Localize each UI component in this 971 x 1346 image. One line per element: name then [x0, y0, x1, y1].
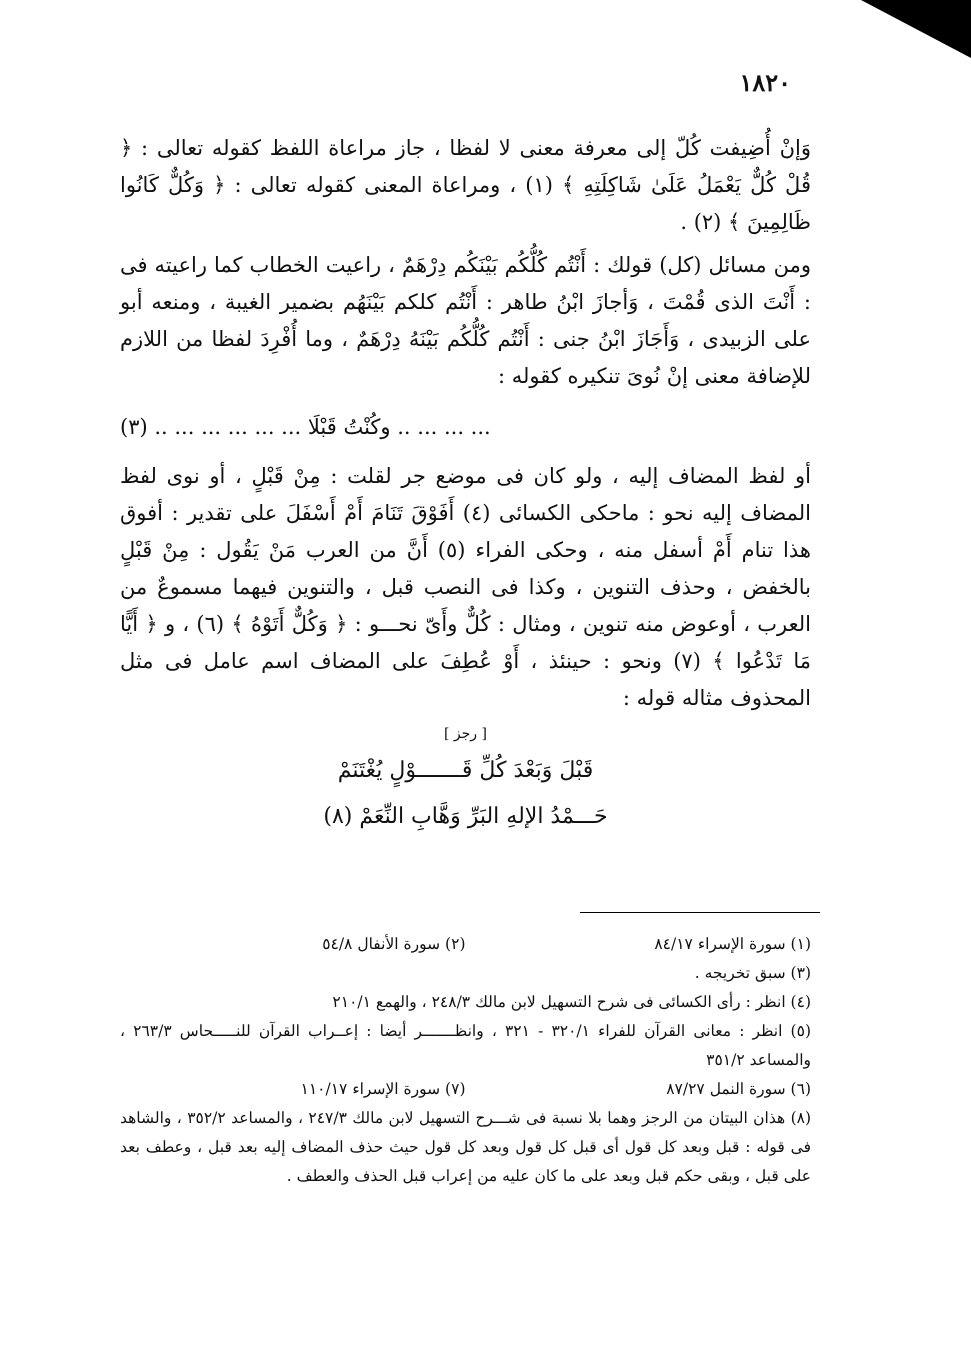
footnote-divider — [580, 912, 820, 913]
verse-line-1: قَبْلَ وَبَعْدَ كُلِّ قَـــــــوْلٍ يُغْتَنَمْ — [337, 758, 594, 783]
paragraph-3: أو لفظ المضاف إليه ، ولو كان فى موضع جر لقلت : مِنْ قَبْلٍ ، أو نوى لفظ المضاف إليه نحو : ماحكى الكسائى (٤) أَفَوْقَ تَنَامَ أَمْ أَسْفَلَ على تقدير : أفوق هذا تنام أَمْ أسفل منه ، وحكى الفراء (٥) أَنَّ من العرب مَنْ يَقُول : مِنْ قَبْلٍ بالخفض ، وحذف التنوين ، وكذا فى النصب قبل ، والتنوين فيهما مسموعٌ من العرب ، أوعوض منه تنوين ، ومثال : كُلٌّ وأَىّ نحـــو : ﴿ وَكُلٌّ أَتَوْهُ ﴾ (٦) ، و ﴿ أَيًّا مَا تَدْعُوا ﴾ (٧) ونحو : حينئذ ، أَوْ عُطِفَ على المضاف اسم عامل فى مثل المحذوف مثاله قوله : — [120, 464, 811, 710]
meter-label: [ رجز ] — [444, 726, 487, 742]
paragraph-1: وَإنْ أُضِيفت كُلّ إلى معرفة معنى لا لفظا ، جاز مراعاة اللفظ كقوله تعالى : ﴿ قُلْ كُلٌّ يَعْمَلُ عَلَىٰ شَاكِلَتِهِ ﴾ (١) ، ومراعاة المعنى كقوله تعالى : ﴿ وَكُلٌّ كَانُوا ظَالِمِينَ ﴾ (٢) . — [120, 136, 811, 234]
footnote-8: (٨) هذان البيتان من الرجز وهما بلا نسبة فى شـــرح التسهيل لابن مالك ٢٤٧/٣ ، والمساعد ٣٥٢/٢ ، والشاهد فى قوله : قبل وبعد كل قول أى قبل كل قول وبعد كل قول حيث حذف المضاف إليه بعد قبل ، وعطف بعد على قبل ، وبقى حكم قبل وبعد على ما كان عليه من إعراب قبل الحذف والعطف . — [120, 1109, 812, 1185]
page-number: ١٨٢٠ — [739, 68, 791, 97]
footnote-2: (٢) سورة الأنفال ٥٤/٨ — [322, 935, 466, 953]
footnote-1: (١) سورة الإسراء ٨٤/١٧ — [654, 935, 811, 953]
footnote-4: (٤) انظر : رأى الكسائى فى شرح التسهيل لابن مالك ٢٤٨/٣ ، والهمع ٢١٠/١ — [332, 993, 811, 1011]
footnote-6: (٦) سورة النمل ٨٧/٢٧ — [666, 1080, 811, 1098]
main-text — [120, 130, 811, 843]
poetry-fragment: ... ... ... .. وكُنْتُ قَبْلَا ... ... ... ... ... .. (٣) — [120, 415, 491, 439]
footnote-5: (٥) انظر : معانى القرآن للفراء ٣٢٠/١ - ٣٢١ ، وانظـــــــر أيضا : إعــراب القرآن للنـــــحاس ٢٦٣/٣ ، والمساعد ٣٥١/٢ — [120, 1022, 811, 1069]
verse-line-2: حَـــمْدُ الإلهِ البَرِّ وَهَّابِ النِّعَمْ (٨) — [323, 804, 608, 829]
page-corner-mark — [861, 0, 971, 58]
footnote-7: (٧) سورة الإسراء ١١٠/١٧ — [300, 1080, 466, 1098]
footnote-3: (٣) سبق تخريجه . — [694, 964, 811, 982]
paragraph-2: ومن مسائل (كل) قولك : أَنْتُم كُلُّكُم بَيْنَكُم دِرْهَمٌ ، راعيت الخطاب كما راعيته فى : أَنْتَ الذى قُمْتَ ، وَأجازَ ابْنُ طاهر : أَنْتُم كلكم بَيْنَهُم بضمير الغيبة ، ومنعه أبو على الزبيدى ، وَأَجَازَ ابْنُ جنى : أَنْتُم كُلُّكُم بَيْنَهُ دِرْهَمٌ ، وما أُفْرِدَ لفظا من اللازم للإضافة معنى إنْ نُوىَ تنكيره كقوله : — [120, 253, 811, 388]
footnotes — [120, 930, 811, 1191]
